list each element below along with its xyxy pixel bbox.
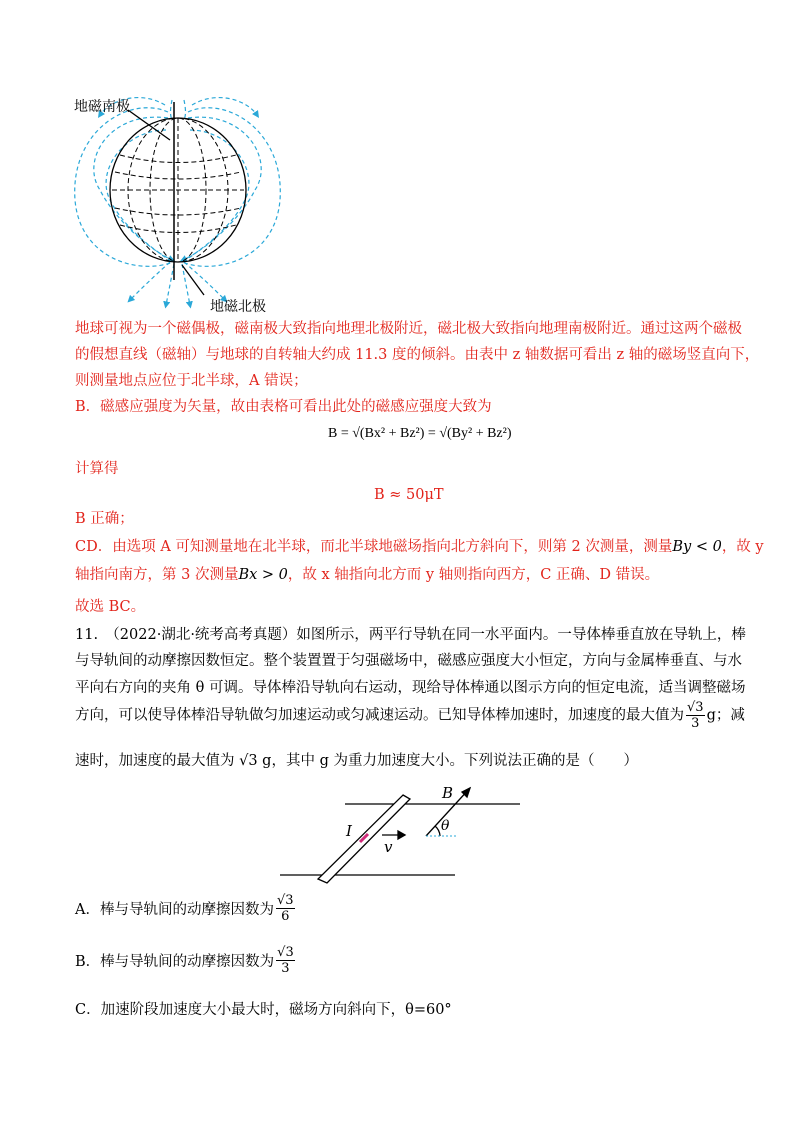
analysis-line-2: 的假想直线（磁轴）与地球的自转轴大约成 11.3 度的倾斜。由表中 z 轴数据可看出 z 轴的磁场竖直向下，: [75, 347, 760, 363]
rail-rod-figure: [270, 780, 530, 890]
magnitude-formula: B = √(Bx² + Bz²) = √(By² + Bz²): [328, 426, 512, 441]
cd-line2-math: Bx > 0: [238, 567, 288, 583]
label-I: I: [346, 822, 352, 840]
option-c[interactable]: C．加速阶段加速度大小最大时，磁场方向斜向下，θ=60°: [75, 1002, 452, 1018]
question-line-4-a: 方向，可以使导体棒沿导轨做匀加速运动或匀减速运动。已知导体棒加速时，加速度的最大值为: [75, 707, 684, 724]
calc-label: 计算得: [75, 461, 119, 477]
label-B: B: [442, 784, 454, 802]
geomagnetic-south-label: 地磁南极: [74, 99, 130, 115]
calc-result: B ≈ 50μT: [374, 487, 444, 503]
option-a-den: 6: [281, 909, 290, 924]
rail-rod-diagram: [270, 780, 530, 890]
option-a-fraction: [276, 893, 295, 924]
question-line-3: 平向右方向的夹角 θ 可调。导体棒沿导轨向右运动，现给导体棒通以图示方向的恒定电流，适当调整磁场: [75, 680, 746, 696]
question-line-4: [75, 700, 745, 731]
label-theta: θ: [441, 818, 450, 834]
cd-line2-text-a: 轴指向南方，第 3 次测量: [75, 567, 239, 583]
analysis-line-1: 地球可视为一个磁偶极，磁南极大致指向地理北极附近，磁北极大致指向地理南极附近。通过这两个磁极: [75, 321, 742, 337]
cd-line2-text-b: ，故 x 轴指向北方而 y 轴则指向西方，C 正确、D 错误。: [287, 567, 660, 583]
option-b-text: B．棒与导轨间的动摩擦因数为: [75, 954, 275, 970]
answer-line: 故选 BC。: [75, 599, 146, 615]
option-b-num: √3: [277, 945, 294, 960]
option-a-text: A．棒与导轨间的动摩擦因数为: [75, 902, 274, 918]
cd-line1-text-b: ，故 y: [721, 539, 764, 555]
option-a-num: √3: [276, 893, 294, 908]
frac-num: √3: [687, 700, 704, 715]
analysis-line-cd-1: [75, 534, 764, 560]
question-line-2: 与导轨间的动摩擦因数恒定。整个装置置于匀强磁场中，磁感应强度大小恒定，方向与金属棒垂直、与水: [75, 653, 742, 669]
question-line-5: 速时，加速度的最大值为 √3 g，其中 g 为重力加速度大小。下列说法正确的是（ ）: [75, 753, 638, 769]
geomagnetic-north-label: 地磁北极: [210, 299, 266, 315]
frac-den: 3: [691, 716, 700, 731]
label-v: v: [384, 838, 393, 856]
earth-field-diagram: [70, 90, 290, 320]
cd-line1-math: By < 0: [672, 539, 722, 555]
b-correct: B 正确；: [75, 511, 134, 527]
earth-field-figure: [70, 90, 290, 320]
analysis-line-b: B．磁感应强度为矢量，故由表格可看出此处的磁感应强度大致为: [75, 399, 492, 415]
question-line-1: 11. （2022·湖北·统考高考真题）如图所示，两平行导轨在同一水平面内。一导体棒垂直放在导轨上，棒: [75, 627, 746, 643]
option-a[interactable]: [75, 893, 297, 924]
analysis-line-3: 则测量地点应位于北半球，A 错误；: [75, 373, 308, 389]
question-line-4-b: g；减: [706, 707, 745, 724]
analysis-line-cd-2: [75, 562, 659, 588]
option-b-den: 3: [281, 961, 290, 976]
accel-max-fraction: [686, 700, 705, 731]
cd-line1-text-a: CD．由选项 A 可知测量地在北半球，而北半球地磁场指向北方斜向下，则第 2 次测量，测量: [75, 539, 673, 555]
option-b[interactable]: [75, 945, 297, 976]
option-b-fraction: [276, 945, 295, 976]
